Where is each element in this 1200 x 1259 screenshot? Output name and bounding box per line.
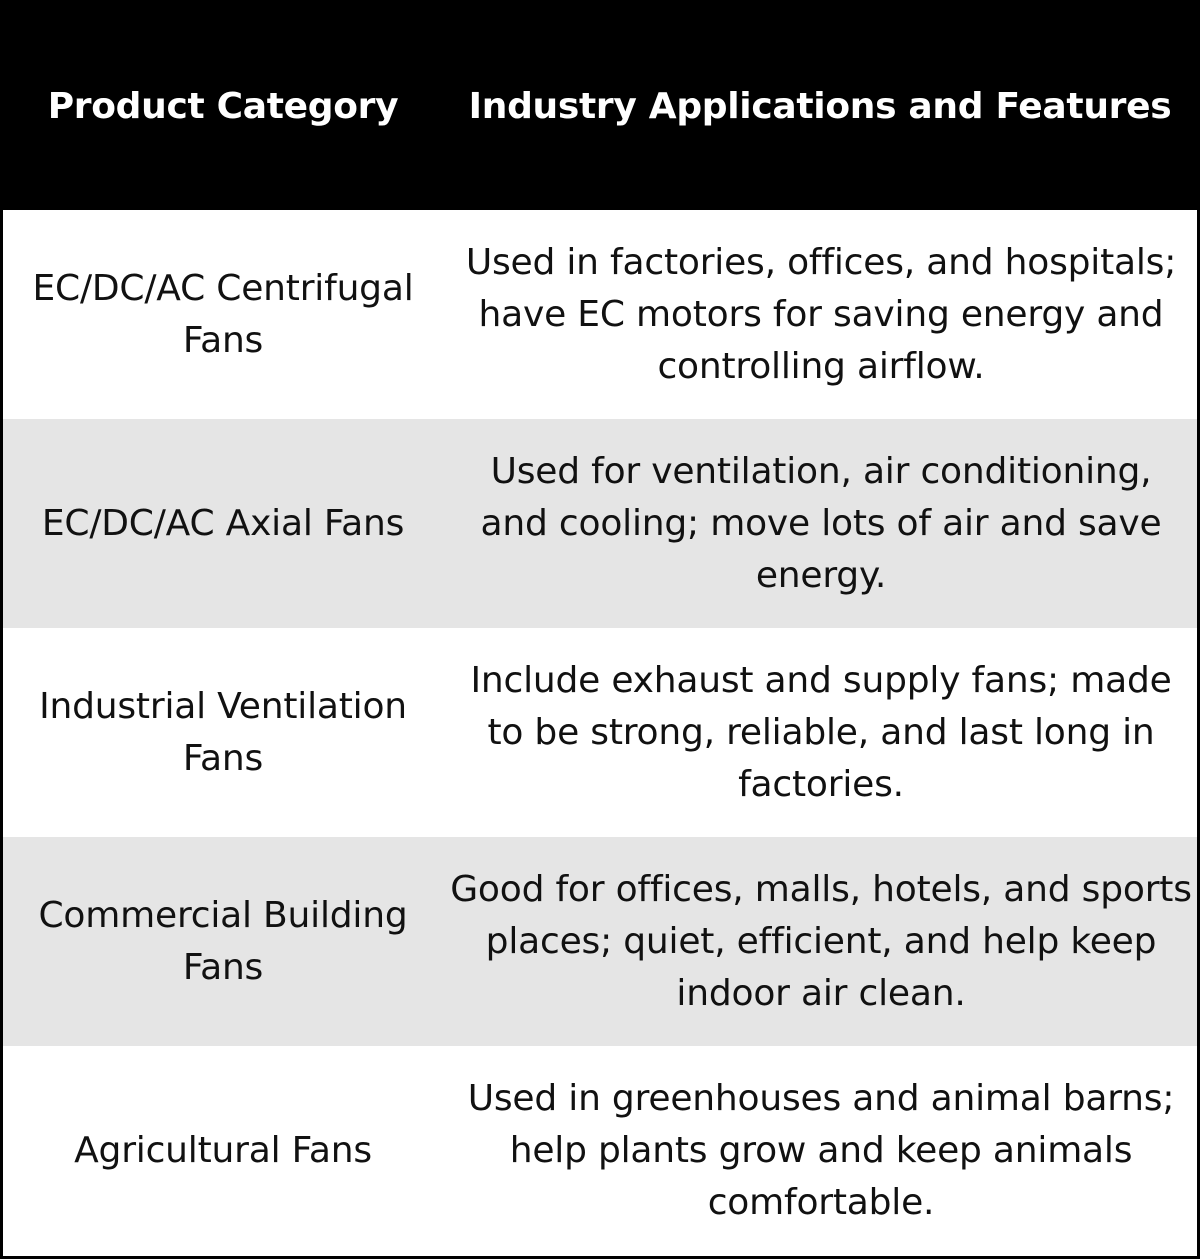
category-line: Fans <box>182 737 264 779</box>
table-row <box>3 419 1197 628</box>
features-line: factories. <box>738 763 904 805</box>
features-line: help plants grow and keep animals <box>509 1130 1133 1171</box>
features-line: Include exhaust and supply fans; made <box>470 659 1172 701</box>
features-line: Used for ventilation, air conditioning, <box>490 450 1152 492</box>
category-line: Fans <box>182 946 264 988</box>
features-line: Used in greenhouses and animal barns; <box>467 1078 1175 1119</box>
features-line: comfortable. <box>707 1182 935 1223</box>
table-header <box>3 3 1197 210</box>
features-line: Good for offices, malls, hotels, and sports <box>450 868 1192 910</box>
features-cell <box>445 419 1197 628</box>
table-row <box>3 837 1197 1046</box>
table-row <box>3 628 1197 837</box>
category-line: Fans <box>182 319 264 361</box>
features-cell <box>445 210 1197 419</box>
category-line: Agricultural Fans <box>74 1130 372 1171</box>
category-line: EC/DC/AC Axial Fans <box>41 502 405 544</box>
features-cell <box>445 628 1197 837</box>
features-cell <box>445 837 1197 1046</box>
table-row <box>3 1046 1197 1256</box>
table-row <box>3 210 1197 419</box>
header-product-category: Product Category <box>47 86 399 127</box>
category-line: Industrial Ventilation <box>39 685 407 727</box>
features-line: energy. <box>755 554 887 596</box>
category-cell <box>7 210 439 419</box>
features-line: and cooling; move lots of air and save <box>480 502 1162 544</box>
category-cell <box>7 628 439 837</box>
category-cell <box>7 1046 439 1256</box>
features-line: to be strong, reliable, and last long in <box>487 711 1155 753</box>
features-line: have EC motors for saving energy and <box>478 293 1164 335</box>
header-industry-applications: Industry Applications and Features <box>468 86 1172 127</box>
features-cell <box>445 1046 1197 1256</box>
category-line: EC/DC/AC Centrifugal <box>32 267 414 309</box>
features-line: Used in factories, offices, and hospitals; <box>465 241 1177 283</box>
features-line: places; quiet, efficient, and help keep <box>485 920 1157 962</box>
category-line: Commercial Building <box>38 894 408 936</box>
category-cell <box>7 419 439 628</box>
category-cell <box>7 837 439 1046</box>
features-line: controlling airflow. <box>657 345 985 387</box>
features-line: indoor air clean. <box>676 972 966 1014</box>
